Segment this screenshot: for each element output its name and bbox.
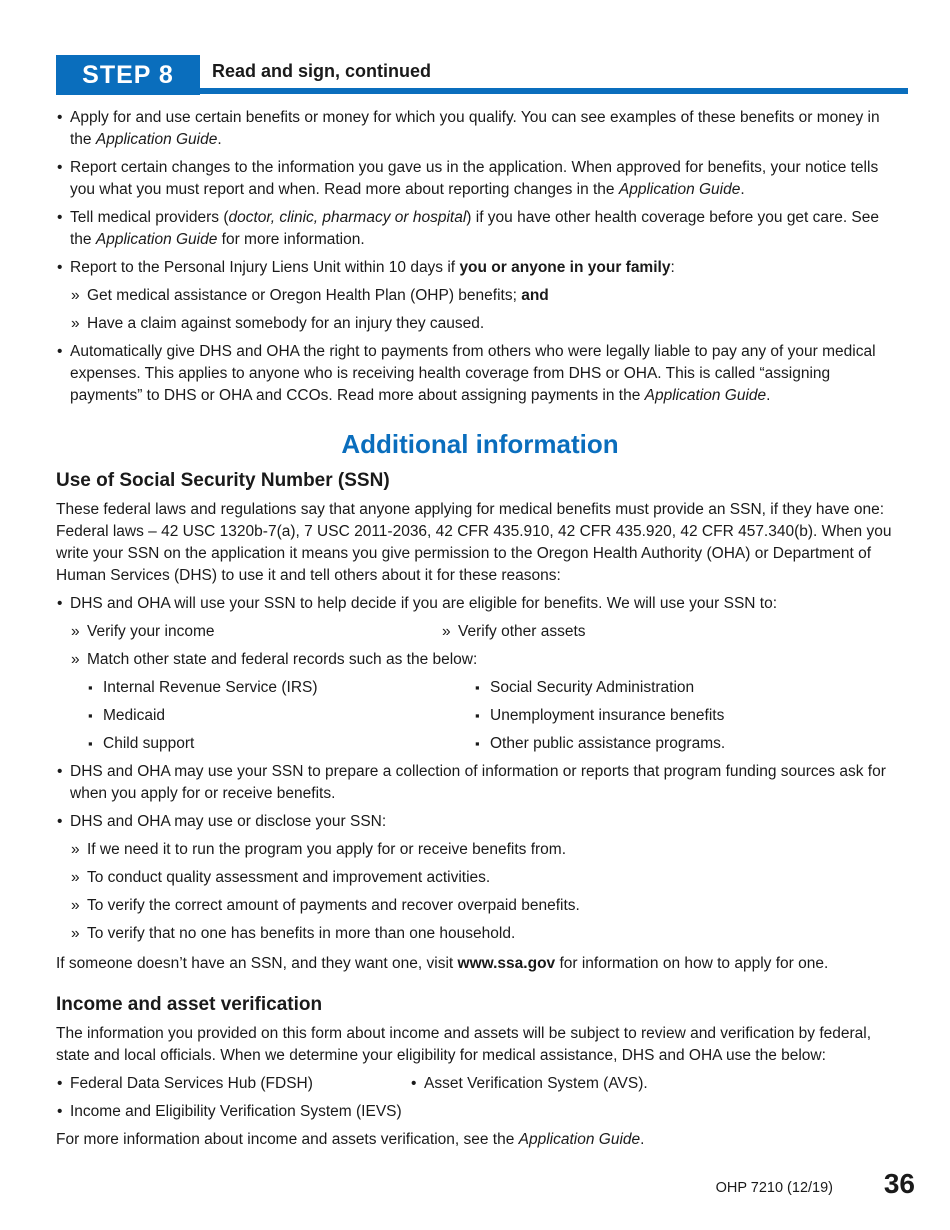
sub-list-item: » Verify your income <box>56 621 427 643</box>
records-row <box>56 699 904 727</box>
page <box>56 55 904 1151</box>
ssa-link[interactable]: www.ssa.gov <box>457 955 556 972</box>
income-row <box>56 1067 904 1095</box>
responsibilities-list <box>56 107 904 407</box>
ssn-list <box>56 593 904 945</box>
records-row <box>56 671 904 699</box>
records-item: ▪ Other public assistance programs. <box>443 733 830 755</box>
sub-list-item: » To conduct quality assessment and improvement activities. <box>56 867 904 889</box>
sub-list-item: » Match other state and federal records such as the below: <box>56 649 904 671</box>
form-code: OHP 7210 (12/19) <box>715 1180 833 1196</box>
section-title: Additional information <box>341 429 619 459</box>
records-row <box>56 727 904 755</box>
records-item: ▪ Child support <box>56 733 443 755</box>
income-closing: For more information about income and assets verification, see the Application Guide. <box>56 1131 645 1148</box>
sub-list-item: » Have a claim against somebody for an injury they caused. <box>56 313 904 335</box>
list-item: • DHS and OHA will use your SSN to help decide if you are eligible for benefits. We will use your SSN to: <box>56 593 904 615</box>
page-number: 36 <box>883 1168 915 1199</box>
sub-list-item: » To verify the correct amount of payments and recover overpaid benefits. <box>56 895 904 917</box>
list-item: • Asset Verification System (AVS). <box>410 1073 764 1095</box>
income-paragraph: The information you provided on this form about income and assets will be subject to review and verification by federal, state and local officials. When we determine your eligibility for medical assistance, DHS and OHA use the below: <box>56 1025 872 1064</box>
ssn-paragraph: These federal laws and regulations say that anyone applying for medical benefits must provide an SSN, if they have one: Federal laws – 42 USC 1320b-7(a), 7 USC 2011-2036, 42 CFR 435.910, 42 CFR 435.920, 42 CFR 457.340(b). When you write your SSN on the application it means you give permission to the Oregon Health Authority (OHA) or Department of Human Services (DHS) to use it and tell others about it for these reasons: <box>56 501 892 584</box>
list-item: • DHS and OHA may use your SSN to prepare a collection of information or reports that program funding sources ask for when you apply for or receive benefits. <box>56 761 904 805</box>
records-item: ▪ Internal Revenue Service (IRS) <box>56 677 443 699</box>
verify-row <box>56 615 904 643</box>
list-item: • Report to the Personal Injury Liens Unit within 10 days if you or anyone in your family: <box>56 257 904 279</box>
records-item: ▪ Social Security Administration <box>443 677 830 699</box>
list-item: • Automatically give DHS and OHA the right to payments from others who were legally liable to pay any of your medical expenses. This applies to anyone who is receiving health coverage from DHS or OHA. This is called “assigning payments” to DHS or OHA and CCOs. Read more about assigning payments in the Application Guide. <box>56 341 904 407</box>
list-item: • DHS and OHA may use or disclose your SSN: <box>56 811 904 833</box>
list-item: • Apply for and use certain benefits or money for which you qualify. You can see examples of these benefits or money in the Application Guide. <box>56 107 904 151</box>
sub-list-item: » If we need it to run the program you apply for or receive benefits from. <box>56 839 904 861</box>
sub-list-item: » Verify other assets <box>427 621 798 643</box>
records-item: ▪ Medicaid <box>56 705 443 727</box>
list-item: • Tell medical providers (doctor, clinic, pharmacy or hospital) if you have other health coverage before you get care. See the Application Guide for more information. <box>56 207 904 251</box>
list-item: • Federal Data Services Hub (FDSH) <box>56 1073 410 1095</box>
step-title: Read and sign, continued <box>212 61 432 81</box>
records-item: ▪ Unemployment insurance benefits <box>443 705 830 727</box>
sub-list-item: » To verify that no one has benefits in more than one household. <box>56 923 904 945</box>
header-rule <box>200 88 908 94</box>
list-item: • Income and Eligibility Verification System (IEVS) <box>56 1101 904 1123</box>
step-header <box>56 55 904 95</box>
list-item: • Report certain changes to the information you gave us in the application. When approved for benefits, your notice tells you what you must report and when. Read more about reporting changes in the Application Guide. <box>56 157 904 201</box>
income-list <box>56 1067 904 1123</box>
ssn-heading: Use of Social Security Number (SSN) <box>56 470 390 491</box>
ssn-closing: If someone doesn’t have an SSN, and they want one, visit www.ssa.gov for information on how to apply for one. <box>56 955 829 972</box>
income-heading: Income and asset verification <box>56 994 323 1015</box>
step-badge: STEP 8 <box>56 55 200 95</box>
sub-list-item: » Get medical assistance or Oregon Health Plan (OHP) benefits; and <box>56 285 904 307</box>
